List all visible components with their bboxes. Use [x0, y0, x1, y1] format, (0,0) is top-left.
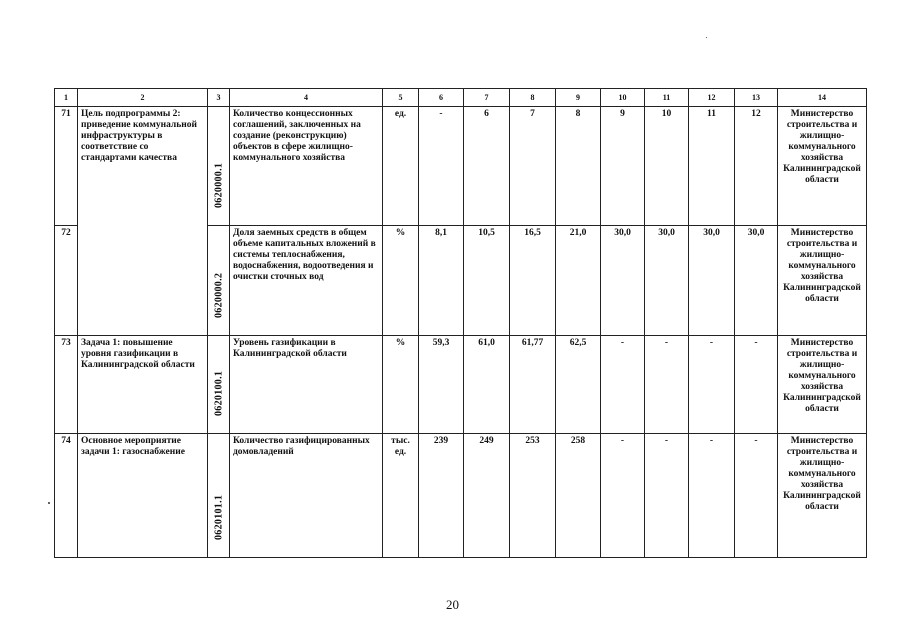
value-cell: -	[689, 434, 735, 558]
header-row	[55, 89, 867, 107]
code-cell	[208, 226, 230, 336]
goal-cell: Задача 1: повышение уровня газификации в Калининградской области	[78, 336, 208, 434]
indicators-table	[54, 88, 867, 558]
row-number: 74	[55, 434, 78, 558]
header-cell: 5	[383, 89, 419, 107]
value-cell: -	[735, 434, 778, 558]
value-cell: 30,0	[601, 226, 645, 336]
header-cell: 1	[55, 89, 78, 107]
value-cell: 258	[556, 434, 601, 558]
value-cell: 11	[689, 107, 735, 226]
value-cell: 249	[464, 434, 510, 558]
row-number: 71	[55, 107, 78, 226]
header-cell: 14	[778, 89, 867, 107]
unit-cell: ед.	[383, 107, 419, 226]
value-cell: 59,3	[419, 336, 464, 434]
row-number: 72	[55, 226, 78, 336]
header-cell: 13	[735, 89, 778, 107]
value-cell: -	[601, 336, 645, 434]
indicator-cell: Количество концессионных соглашений, заключенных на создание (реконструкцию) объектов в сфере жилищно-коммунального хозяйства	[230, 107, 383, 226]
value-cell: 10,5	[464, 226, 510, 336]
unit-cell: %	[383, 226, 419, 336]
code-cell	[208, 107, 230, 226]
value-cell: 7	[510, 107, 556, 226]
executor-cell: Министерство строительства и жилищно-коммунального хозяйства Калининградской области	[778, 226, 867, 336]
value-cell: 61,77	[510, 336, 556, 434]
value-cell: 62,5	[556, 336, 601, 434]
header-cell: 3	[208, 89, 230, 107]
value-cell: 61,0	[464, 336, 510, 434]
value-cell: 30,0	[645, 226, 689, 336]
code-text: 0620000.2	[212, 272, 224, 318]
indicator-cell: Количество газифицированных домовладений	[230, 434, 383, 558]
page-number: 20	[446, 597, 459, 612]
goal-cell: Цель подпрограммы 2: приведение коммунальной инфраструктуры в соответствие со стандартами качества	[78, 107, 208, 336]
goal-cell: Основное мероприятие задачи 1: газоснабжение	[78, 434, 208, 558]
value-cell: 8	[556, 107, 601, 226]
scan-speck	[48, 502, 50, 504]
table-row	[55, 336, 867, 434]
executor-cell: Министерство строительства и жилищно-коммунального хозяйства Калининградской области	[778, 434, 867, 558]
header-cell: 2	[78, 89, 208, 107]
value-cell: 12	[735, 107, 778, 226]
table-row	[55, 434, 867, 558]
value-cell: 239	[419, 434, 464, 558]
unit-cell: тыс. ед.	[383, 434, 419, 558]
header-cell: 7	[464, 89, 510, 107]
code-text: 0620000.1	[212, 162, 224, 208]
header-cell: 8	[510, 89, 556, 107]
header-cell: 9	[556, 89, 601, 107]
code-cell	[208, 434, 230, 558]
value-cell: -	[645, 434, 689, 558]
value-cell: -	[419, 107, 464, 226]
value-cell: 30,0	[689, 226, 735, 336]
executor-cell: Министерство строительства и жилищно-коммунального хозяйства Калининградской области	[778, 336, 867, 434]
executor-cell: Министерство строительства и жилищно-коммунального хозяйства Калининградской области	[778, 107, 867, 226]
indicator-cell: Уровень газификации в Калининградской области	[230, 336, 383, 434]
header-cell: 10	[601, 89, 645, 107]
scan-speck	[706, 37, 707, 38]
value-cell: 9	[601, 107, 645, 226]
header-cell: 4	[230, 89, 383, 107]
header-cell: 12	[689, 89, 735, 107]
value-cell: 21,0	[556, 226, 601, 336]
table-row	[55, 107, 867, 226]
indicator-cell: Доля заемных средств в общем объеме капитальных вложений в системы теплоснабжения, водоснабжения, водоотведения и очистки сточных вод	[230, 226, 383, 336]
code-cell	[208, 336, 230, 434]
value-cell: -	[601, 434, 645, 558]
value-cell: 30,0	[735, 226, 778, 336]
value-cell: 6	[464, 107, 510, 226]
row-number: 73	[55, 336, 78, 434]
value-cell: 16,5	[510, 226, 556, 336]
value-cell: 8,1	[419, 226, 464, 336]
value-cell: -	[645, 336, 689, 434]
unit-cell: %	[383, 336, 419, 434]
code-text: 0620101.1	[212, 494, 224, 540]
code-text: 0620100.1	[212, 370, 224, 416]
value-cell: -	[735, 336, 778, 434]
value-cell: 10	[645, 107, 689, 226]
value-cell: -	[689, 336, 735, 434]
header-cell: 11	[645, 89, 689, 107]
header-cell: 6	[419, 89, 464, 107]
value-cell: 253	[510, 434, 556, 558]
